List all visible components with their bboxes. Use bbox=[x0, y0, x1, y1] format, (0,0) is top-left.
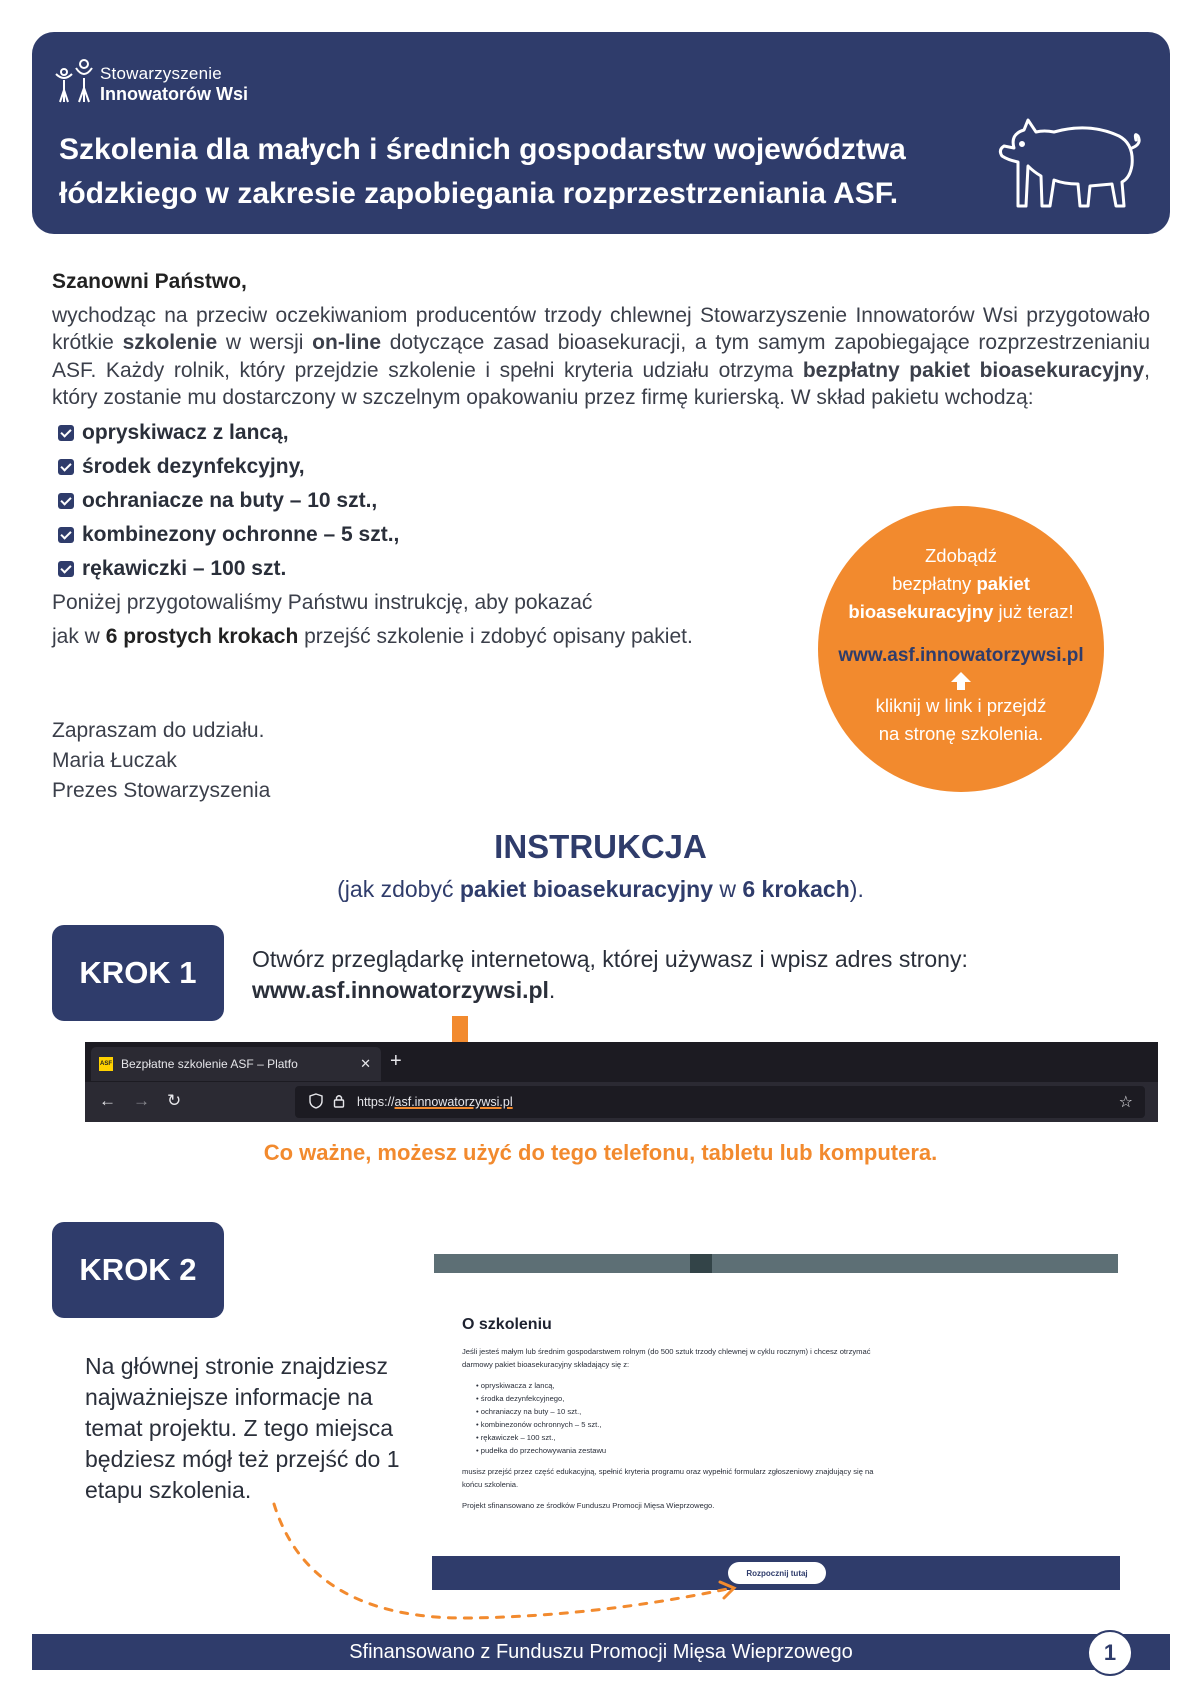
header-banner bbox=[32, 32, 1170, 234]
checkbox-icon bbox=[58, 425, 74, 441]
text: w bbox=[712, 876, 743, 902]
screenshot-heading: O szkoleniu bbox=[462, 1316, 552, 1333]
arrow-up-icon bbox=[950, 671, 972, 691]
text: przejść szkolenie i zdobyć opisany pakiet. bbox=[298, 624, 693, 648]
browser-nav-bar bbox=[85, 1082, 1158, 1122]
step1-description bbox=[252, 944, 1132, 1006]
promo-line2 bbox=[818, 570, 1104, 598]
browser-tab[interactable] bbox=[91, 1047, 381, 1081]
checkbox-icon bbox=[58, 493, 74, 509]
screenshot-paragraph: musisz przejść przez część edukacyjną, spełnić kryteria programu oraz wypełnić formularz zgłoszeniowy znajdujący się na końcu szkolenia. bbox=[462, 1467, 874, 1489]
text: jak w bbox=[52, 624, 106, 648]
intro-text: , który zostanie mu dostarczony w szczelnym opakowaniu przez firmę kurierską. W skład pakietu wchodzą: bbox=[52, 358, 1150, 409]
text-bold: pakiet bioasekuracyjny bbox=[459, 876, 713, 902]
intro-paragraph bbox=[52, 302, 1150, 412]
reload-icon[interactable]: ↻ bbox=[167, 1091, 182, 1110]
text: . bbox=[548, 977, 556, 1003]
step2-description: Na głównej stronie znajdziesz najważniejsze informacje na temat projektu. Z tego miejsca będziesz mógł też przejść do 1 etapu szkolenia. bbox=[85, 1353, 400, 1503]
pig-icon bbox=[994, 110, 1144, 210]
step1-text: Otwórz przeglądarkę internetową, której używasz i wpisz adres strony: bbox=[252, 946, 968, 972]
dashed-arrow-connector bbox=[270, 1500, 740, 1630]
list-item: • rękawiczek – 100 szt., bbox=[476, 1431, 882, 1444]
signature-block bbox=[52, 716, 270, 806]
list-item: • pudełka do przechowywania zestawu bbox=[476, 1444, 882, 1457]
list-item bbox=[52, 450, 1150, 484]
instruction-title: INSTRUKCJA bbox=[494, 828, 707, 865]
intro-text: wychodząc na przeciw oczekiwaniom producentów trzody chlewnej Stowarzyszenie Innowatorów Wsi przygotowało krótkie bbox=[52, 303, 1150, 354]
logo bbox=[54, 54, 284, 114]
favicon-icon: ASF bbox=[99, 1057, 113, 1071]
list-item-label: ochraniacze na buty – 10 szt., bbox=[82, 488, 378, 512]
page-title bbox=[59, 128, 959, 216]
list-item-label: środek dezynfekcyjny, bbox=[82, 454, 305, 478]
intro-bold-szkolenie: szkolenie bbox=[122, 331, 218, 354]
browser-mockup bbox=[85, 1042, 1158, 1122]
text-bold: bioasekuracyjny bbox=[848, 601, 994, 622]
device-note: Co ważne, możesz użyć do tego telefonu, tabletu lub komputera. bbox=[263, 1140, 938, 1165]
instruction-subtitle bbox=[0, 876, 1201, 903]
list-item-label: kombinezony ochronne – 5 szt., bbox=[82, 522, 400, 546]
people-logo-icon bbox=[54, 58, 98, 106]
screenshot-content bbox=[462, 1316, 882, 1520]
title-line2: łódzkiego w zakresie zapobiegania rozprzestrzeniania ASF. bbox=[59, 177, 899, 210]
browser-tab-bar bbox=[85, 1042, 1158, 1082]
promo-circle bbox=[818, 506, 1104, 792]
list-item: • kombinezonów ochronnych – 5 szt., bbox=[476, 1418, 882, 1431]
invitation-text: Zapraszam do udziału. bbox=[52, 719, 265, 742]
text: już teraz! bbox=[993, 601, 1074, 622]
text-bold: 6 krokach bbox=[742, 876, 850, 902]
funding-note: Sfinansowano z Funduszu Promocji Mięsa Wieprzowego bbox=[349, 1640, 853, 1663]
screenshot-list bbox=[476, 1379, 882, 1457]
address-text bbox=[357, 1095, 513, 1109]
close-tab-icon[interactable]: ✕ bbox=[360, 1056, 371, 1071]
text: ). bbox=[849, 876, 864, 902]
list-item: • środka dezynfekcyjnego, bbox=[476, 1392, 882, 1405]
forward-arrow-icon[interactable]: → bbox=[133, 1091, 150, 1110]
footer-bar bbox=[32, 1634, 1170, 1670]
lock-icon bbox=[333, 1093, 345, 1109]
checkbox-icon bbox=[58, 527, 74, 543]
checkbox-icon bbox=[58, 561, 74, 577]
promo-cta bbox=[818, 692, 1104, 748]
step1-badge: KROK 1 bbox=[52, 925, 224, 1021]
screenshot-banner bbox=[434, 1254, 1118, 1273]
text: (jak zdobyć bbox=[337, 876, 460, 902]
address-bar[interactable] bbox=[295, 1086, 1145, 1118]
banner-divider bbox=[690, 1254, 712, 1273]
promo-url-link[interactable]: www.asf.innowatorzywsi.pl bbox=[838, 645, 1084, 666]
promo-text bbox=[818, 542, 1104, 626]
greeting: Szanowni Państwo, bbox=[52, 270, 247, 293]
intro-bold-pakiet: bezpłatny pakiet bioasekuracyjny bbox=[802, 358, 1145, 382]
logo-text-line1: Stowarzyszenie bbox=[100, 64, 222, 83]
list-item bbox=[52, 416, 1150, 450]
text: bezpłatny bbox=[892, 573, 977, 594]
steps-bold: 6 prostych krokach bbox=[105, 624, 299, 648]
checkbox-icon bbox=[58, 459, 74, 475]
title-line1: Szkolenia dla małych i średnich gospodarstw województwa bbox=[59, 133, 906, 166]
shield-icon bbox=[309, 1093, 323, 1109]
signer-name: Maria Łuczak bbox=[52, 749, 177, 772]
logo-text-line2: Innowatorów Wsi bbox=[100, 84, 248, 104]
step1-url-link[interactable]: www.asf.innowatorzywsi.pl bbox=[252, 977, 549, 1003]
url-scheme: https:// bbox=[357, 1095, 395, 1109]
text-bold: pakiet bbox=[976, 573, 1030, 594]
start-button[interactable]: Rozpocznij tutaj bbox=[728, 1562, 826, 1584]
promo-line5: na stronę szkolenia. bbox=[878, 723, 1044, 744]
tab-title: Bezpłatne szkolenie ASF – Platfo bbox=[121, 1057, 298, 1071]
list-item-label: opryskiwacz z lancą, bbox=[82, 420, 289, 444]
list-item-label: rękawiczki – 100 szt. bbox=[82, 556, 287, 580]
screenshot-paragraph: Jeśli jesteś małym lub średnim gospodarstwem rolnym (do 500 sztuk trzody chlewnej w cyklu rocznym) i chcesz otrzymać darmowy pakiet bioasekuracyjny składający się z: bbox=[462, 1347, 871, 1369]
step2-badge: KROK 2 bbox=[52, 1222, 224, 1318]
promo-line1: Zdobądź bbox=[925, 545, 997, 566]
new-tab-button[interactable]: + bbox=[390, 1050, 402, 1072]
intro-text: w wersji bbox=[217, 331, 313, 354]
screenshot-paragraph: Projekt sfinansowano ze środków Funduszu Promocji Mięsa Wieprzowego. bbox=[462, 1501, 715, 1510]
url-domain: asf.innowatorzywsi.pl bbox=[394, 1095, 513, 1109]
page-number: 1 bbox=[1087, 1630, 1133, 1676]
promo-line4: kliknij w link i przejdź bbox=[875, 695, 1047, 716]
bookmark-star-icon[interactable]: ☆ bbox=[1118, 1094, 1133, 1111]
signer-role: Prezes Stowarzyszenia bbox=[52, 779, 271, 802]
back-arrow-icon[interactable]: ← bbox=[99, 1091, 116, 1110]
intro-text: dotyczące zasad bioasekuracji, a tym samym zapobiegające rozprzestrzenianiu ASF. Każdy rolnik, który przejdzie szkolenie i spełni kryteria udziału otrzyma bbox=[52, 331, 1151, 382]
list-item: • ochraniaczy na buty – 10 szt., bbox=[476, 1405, 882, 1418]
promo-line3 bbox=[818, 598, 1104, 626]
intro-bold-online: on-line bbox=[312, 331, 381, 354]
list-item: • opryskiwacza z lancą, bbox=[476, 1379, 882, 1392]
instruction-intro-line1: Poniżej przygotowaliśmy Państwu instrukcję, aby pokazać bbox=[52, 590, 593, 614]
